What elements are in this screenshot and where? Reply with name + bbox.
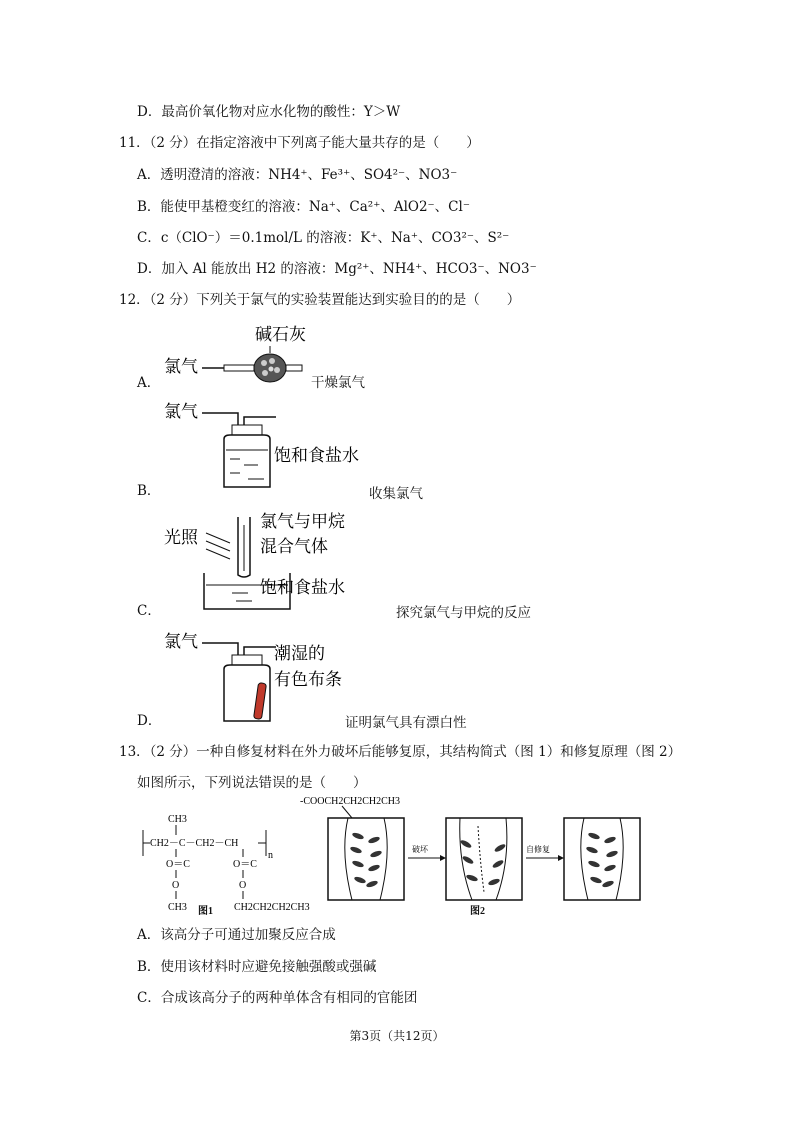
formula-ch3-top: CH3 bbox=[168, 814, 187, 825]
q12-b-caption: 收集氯气 bbox=[369, 486, 423, 502]
q11-d-prefix: D．加入 Al 能放出 H2 的溶液： bbox=[137, 261, 335, 277]
formula-n: n bbox=[268, 850, 273, 861]
q12-a-letter: A． bbox=[137, 375, 161, 391]
q11-option-d bbox=[137, 260, 537, 278]
q12-c-letter: C． bbox=[137, 603, 161, 619]
q13-option-c: C．合成该高分子的两种单体含有相同的官能团 bbox=[137, 990, 418, 1006]
page-footer: 第3页（共12页） bbox=[349, 1029, 445, 1043]
fig2-arrow-break: 破坏 bbox=[412, 845, 428, 854]
q12-b-letter: B． bbox=[137, 483, 161, 499]
fig2-label: 图2 bbox=[470, 906, 485, 917]
drying-tube-diagram bbox=[160, 320, 320, 390]
fig2-top-label: -COOCH2CH2CH2CH3 bbox=[300, 796, 401, 807]
label-chlorine-a: 氯气 bbox=[164, 357, 198, 377]
q13-stem-1: 13．（2 分）一种自修复材料在外力破坏后能够复原，其结构简式（图 1）和修复原理（图 2） bbox=[119, 744, 682, 760]
methane-reaction-diagram bbox=[160, 505, 390, 615]
label-chlorine-d: 氯气 bbox=[164, 632, 198, 652]
q12-c-caption: 探究氯气与甲烷的反应 bbox=[396, 605, 531, 621]
formula-co-1: O＝C bbox=[166, 859, 190, 870]
label-soda-lime: 碱石灰 bbox=[255, 325, 306, 345]
label-chlorine-b: 氯气 bbox=[164, 402, 198, 422]
formula-butyl: CH2CH2CH2CH3 bbox=[234, 902, 310, 913]
q11-b-prefix: B．能使甲基橙变红的溶液： bbox=[137, 199, 309, 215]
q11-stem: 11．（2 分）在指定溶液中下列离子能大量共存的是（ ） bbox=[119, 135, 480, 151]
formula-ch3-bottom: CH3 bbox=[168, 902, 187, 913]
q11-a-prefix: A．透明澄清的溶液： bbox=[137, 167, 269, 183]
label-mix-2: 混合气体 bbox=[260, 537, 328, 557]
q11-option-b bbox=[137, 198, 470, 216]
formula-o-1: O bbox=[172, 880, 180, 891]
fig1-label: 图1 bbox=[198, 906, 213, 917]
q11-a-ions: NH4⁺、Fe³⁺、SO4²⁻、NO3⁻ bbox=[268, 167, 458, 183]
label-brine-b: 饱和食盐水 bbox=[274, 446, 359, 466]
q11-option-c bbox=[137, 229, 509, 247]
q13-option-a: A．该高分子可通过加聚反应合成 bbox=[137, 927, 336, 943]
fig2-arrow-repair: 自修复 bbox=[526, 845, 550, 854]
q11-d-ions: Mg²⁺、NH4⁺、HCO3⁻、NO3⁻ bbox=[334, 261, 537, 277]
label-cloth: 有色布条 bbox=[274, 670, 342, 690]
label-moist: 潮湿的 bbox=[274, 644, 325, 664]
collection-bottle-diagram bbox=[160, 395, 390, 495]
q12-stem: 12．（2 分）下列关于氯气的实验装置能达到实验目的的是（ ） bbox=[119, 292, 521, 308]
q13-option-b: B．使用该材料时应避免接触强酸或强碱 bbox=[137, 959, 377, 975]
q13-stem-2: 如图所示，下列说法错误的是（ ） bbox=[137, 775, 367, 791]
label-mix-1: 氯气与甲烷 bbox=[260, 512, 345, 532]
repair-principle-fig2 bbox=[300, 792, 650, 904]
label-light: 光照 bbox=[164, 528, 198, 548]
bleaching-bottle-diagram bbox=[160, 625, 390, 725]
q11-c-prefix: C．c（ClO⁻）＝0.1mol/L 的溶液： bbox=[137, 230, 361, 246]
q11-option-a bbox=[137, 166, 457, 184]
q12-d-caption: 证明氯气具有漂白性 bbox=[345, 715, 467, 731]
label-brine-c: 饱和食盐水 bbox=[260, 578, 345, 598]
q10-option-d: D．最高价氧化物对应水化物的酸性：Y＞W bbox=[137, 104, 401, 120]
q12-d-letter: D． bbox=[137, 713, 162, 729]
q11-b-ions: Na⁺、Ca²⁺、AlO2⁻、Cl⁻ bbox=[308, 199, 470, 215]
q11-c-ions: K⁺、Na⁺、CO3²⁻、S²⁻ bbox=[360, 230, 510, 246]
formula-o-2: O bbox=[239, 880, 247, 891]
q12-a-caption: 干燥氯气 bbox=[311, 375, 365, 391]
formula-chain: CH2－C－CH2－CH bbox=[150, 838, 239, 849]
formula-co-2: O＝C bbox=[233, 859, 257, 870]
